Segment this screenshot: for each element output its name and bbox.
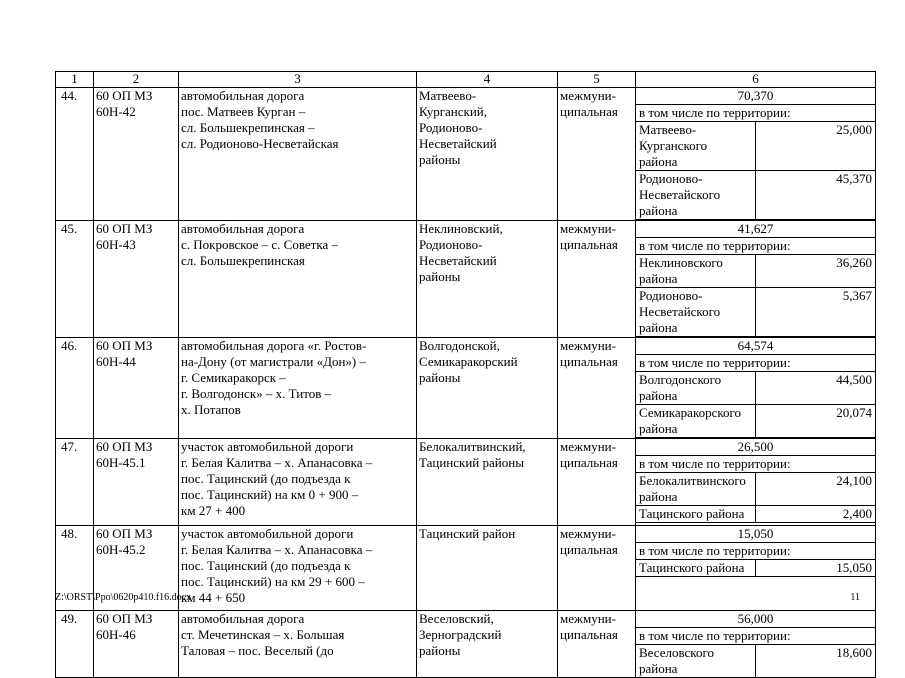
district-line: Родионово- [419, 237, 483, 252]
road-name-line: автомобильная дорога [181, 88, 305, 103]
territory-name-line: района [639, 154, 678, 169]
district-line: Белокалитвинский, [419, 439, 526, 454]
road-name-line: автомобильная дорога «г. Ростов- [181, 338, 367, 353]
district-line: Волгодонской, [419, 338, 500, 353]
road-name-line: г. Белая Калитва – х. Апанасовка – [181, 542, 373, 557]
road-name-line: сл. Большекрепинская [181, 253, 305, 268]
header-row [56, 72, 876, 88]
road-type-line: ципальная [560, 104, 618, 119]
territory-caption: в том числе по территории: [636, 456, 875, 473]
district-line: Неклиновский, [419, 221, 503, 236]
road-code-line: 60 ОП МЗ [96, 88, 153, 103]
territory-value: 15,050 [756, 560, 876, 577]
footer-page-number: 11 [850, 592, 860, 603]
district-line: Родионово- [419, 120, 483, 135]
road-districts [417, 611, 558, 678]
territory-name-line: Веселовского района [639, 645, 714, 676]
territory-name [636, 288, 756, 337]
territory-name [636, 645, 756, 678]
road-code-line: 60Н-45.1 [96, 455, 146, 470]
road-name [179, 88, 417, 221]
col-header: 5 [558, 72, 636, 88]
district-line: районы [419, 643, 461, 658]
territory-name [636, 372, 756, 405]
territory-value: 2,400 [756, 506, 876, 523]
col-header: 2 [94, 72, 179, 88]
territory-name [636, 473, 756, 506]
territory-row [636, 122, 875, 171]
road-type-line: межмуни- [560, 338, 616, 353]
district-line: Веселовский, [419, 611, 494, 626]
road-type [558, 221, 636, 338]
footer-file-path: Z:\ORST\Ppo\0620p410.f16.docx [55, 592, 192, 603]
total-length: 70,370 [636, 88, 875, 105]
territory-name-line: Тацинского района [639, 560, 745, 575]
row-number: 47. [56, 439, 94, 526]
row-number: 48. [56, 526, 94, 611]
district-line: Курганский, [419, 104, 488, 119]
territory-caption: в том числе по территории: [636, 238, 875, 255]
road-name-line: сл. Большекрепинская – [181, 120, 315, 135]
road-code-line: 60Н-42 [96, 104, 136, 119]
road-type-line: ципальная [560, 542, 618, 557]
territory-name-line: Родионово-Несветайского [639, 171, 721, 202]
col-header: 1 [56, 72, 94, 88]
road-name-line: км 44 + 650 [181, 590, 246, 605]
road-name-line: пос. Тацинский) на км 29 + 600 – [181, 574, 365, 589]
territory-value: 36,260 [756, 255, 876, 288]
territory-name [636, 255, 756, 288]
length-breakdown [636, 88, 875, 220]
total-length: 64,574 [636, 338, 875, 355]
district-line: Семикаракорский [419, 354, 518, 369]
district-line: Тацинский районы [419, 455, 524, 470]
territory-value: 20,074 [756, 405, 876, 438]
territory-row [636, 372, 875, 405]
road-type [558, 439, 636, 526]
roads-table [55, 71, 876, 678]
road-type-line: ципальная [560, 455, 618, 470]
road-code-line: 60 ОП МЗ [96, 221, 153, 236]
district-line: районы [419, 370, 461, 385]
total-length: 41,627 [636, 221, 875, 238]
road-code-line: 60Н-45.2 [96, 542, 146, 557]
road-name [179, 611, 417, 678]
col-header: 6 [636, 72, 876, 88]
road-name-line: г. Семикаракорск – [181, 370, 286, 385]
road-name-line: сл. Родионово-Несветайская [181, 136, 339, 151]
road-districts [417, 221, 558, 338]
territory-value: 24,100 [756, 473, 876, 506]
road-name-line: участок автомобильной дороги [181, 526, 354, 541]
length-cell [636, 221, 876, 338]
road-code-line: 60 ОП МЗ [96, 439, 153, 454]
territory-name [636, 171, 756, 220]
road-name-line: пос. Тацинский (до подъезда к [181, 471, 351, 486]
road-districts [417, 526, 558, 611]
district-line: Матвеево- [419, 88, 477, 103]
road-type [558, 611, 636, 678]
territory-name-line: района [639, 203, 678, 218]
length-breakdown [636, 439, 875, 523]
territory-name-line: Семикаракорского района [639, 405, 742, 436]
row-number: 49. [56, 611, 94, 678]
length-cell [636, 611, 876, 678]
road-districts [417, 88, 558, 221]
road-type-line: межмуни- [560, 88, 616, 103]
road-type [558, 88, 636, 221]
table-row [56, 611, 876, 678]
road-code-line: 60Н-44 [96, 354, 136, 369]
road-name-line: пос. Тацинский) на км 0 + 900 – [181, 487, 359, 502]
district-line: районы [419, 152, 461, 167]
road-type [558, 338, 636, 439]
road-type-line: ципальная [560, 237, 618, 252]
road-name-line: пос. Матвеев Курган – [181, 104, 306, 119]
territory-name-line: района [639, 320, 678, 335]
table-row [56, 221, 876, 338]
total-length: 26,500 [636, 439, 875, 456]
row-number: 44. [56, 88, 94, 221]
total-length: 56,000 [636, 611, 875, 628]
length-breakdown [636, 611, 875, 677]
territory-caption: в том числе по территории: [636, 543, 875, 560]
territory-value: 18,600 [836, 645, 872, 660]
territory-row [636, 288, 875, 337]
road-code [94, 439, 179, 526]
territory-name [636, 405, 756, 438]
territory-name-line: Тацинского района [639, 506, 745, 521]
road-name-line: ст. Мечетинская – х. Большая [181, 627, 345, 642]
territory-name-line: Белокалитвинского района [639, 473, 746, 504]
road-type-line: ципальная [560, 354, 618, 369]
length-cell [636, 338, 876, 439]
length-breakdown [636, 338, 875, 438]
territory-name [636, 122, 756, 171]
territory-caption: в том числе по территории: [636, 628, 875, 645]
district-line: Несветайский [419, 253, 497, 268]
territory-row [636, 560, 875, 577]
road-type [558, 526, 636, 611]
col-header: 4 [417, 72, 558, 88]
territory-value: 25,000 [756, 122, 876, 171]
road-name [179, 338, 417, 439]
road-name-line: автомобильная дорога [181, 221, 305, 236]
district-line: Несветайский [419, 136, 497, 151]
road-code-line: 60 ОП МЗ [96, 611, 153, 626]
road-name-line: с. Покровское – с. Советка – [181, 237, 338, 252]
road-type-line: межмуни- [560, 221, 616, 236]
territory-caption: в том числе по территории: [636, 105, 875, 122]
total-length: 15,050 [636, 526, 875, 543]
length-cell [636, 439, 876, 526]
territory-name-line: Неклиновского района [639, 255, 723, 286]
road-code-line: 60 ОП МЗ [96, 338, 153, 353]
row-number: 45. [56, 221, 94, 338]
road-name-line: г. Волгодонск» – х. Титов – [181, 386, 332, 401]
district-line: районы [419, 269, 461, 284]
territory-name-line: Родионово-Несветайского [639, 288, 721, 319]
district-line: Тацинский район [419, 526, 516, 541]
road-code-line: 60 ОП МЗ [96, 526, 153, 541]
territory-row [636, 405, 875, 438]
territory-name-line: Волгодонского района [639, 372, 722, 403]
territory-row [636, 255, 875, 288]
length-cell [636, 88, 876, 221]
territory-value: 44,500 [756, 372, 876, 405]
length-breakdown [636, 526, 875, 577]
territory-name-line: Матвеево-Курганского [639, 122, 708, 153]
road-type-line: межмуни- [560, 439, 616, 454]
road-code [94, 88, 179, 221]
territory-row [636, 171, 875, 220]
length-breakdown [636, 221, 875, 337]
road-name [179, 221, 417, 338]
table-row [56, 338, 876, 439]
road-name-line: х. Потапов [181, 402, 241, 417]
road-districts [417, 338, 558, 439]
territory-row [636, 645, 875, 678]
road-name [179, 439, 417, 526]
road-code-line: 60Н-46 [96, 627, 136, 642]
road-name-line: пос. Тацинский (до подъезда к [181, 558, 351, 573]
road-name-line: км 27 + 400 [181, 503, 246, 518]
table-row [56, 88, 876, 221]
road-name-line: автомобильная дорога [181, 611, 305, 626]
road-code [94, 338, 179, 439]
col-header: 3 [179, 72, 417, 88]
road-type-line: межмуни- [560, 611, 616, 626]
row-number: 46. [56, 338, 94, 439]
road-name [179, 526, 417, 611]
district-line: Зерноградский [419, 627, 502, 642]
road-name-line: Таловая – пос. Веселый (до [181, 643, 334, 658]
road-code-line: 60Н-43 [96, 237, 136, 252]
territory-row [636, 506, 875, 523]
road-code [94, 611, 179, 678]
road-name-line: участок автомобильной дороги [181, 439, 354, 454]
territory-row [636, 473, 875, 506]
road-code [94, 221, 179, 338]
territory-name [636, 506, 756, 523]
road-districts [417, 439, 558, 526]
road-type-line: ципальная [560, 627, 618, 642]
road-name-line: на-Дону (от магистрали «Дон») – [181, 354, 367, 369]
road-type-line: межмуни- [560, 526, 616, 541]
table-row [56, 439, 876, 526]
territory-value: 5,367 [756, 288, 876, 337]
territory-value: 45,370 [756, 171, 876, 220]
territory-name [636, 560, 756, 577]
road-name-line: г. Белая Калитва – х. Апанасовка – [181, 455, 373, 470]
territory-caption: в том числе по территории: [636, 355, 875, 372]
